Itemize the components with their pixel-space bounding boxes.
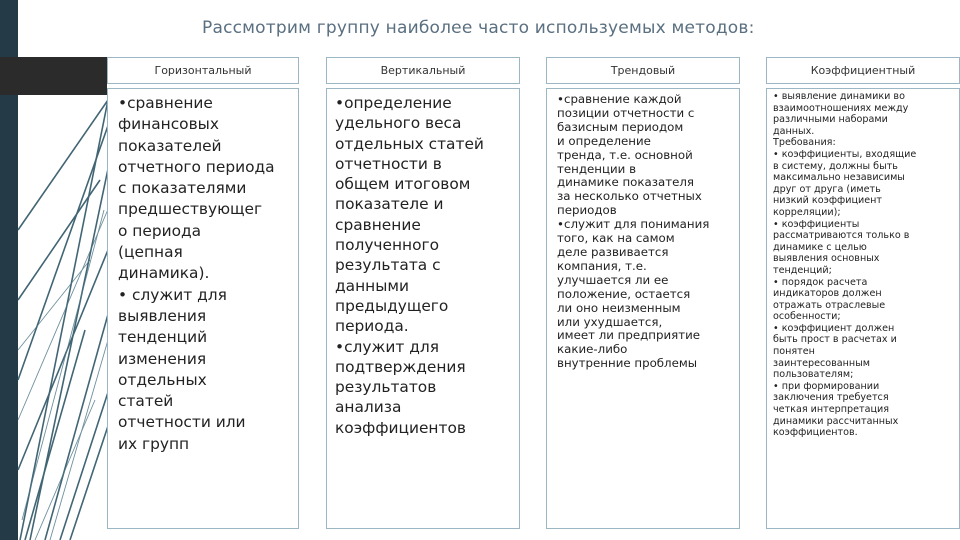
column-header-coefficient: Коэффициентный: [766, 57, 960, 84]
column-body-horizontal: [107, 88, 299, 529]
column-text: •определение удельного веса отдельных статей отчетности в общем итоговом показателе и сравнение полученного результата с данными предыдущего периода. •служит для подтверждения результатов анализа коэффициентов: [335, 94, 484, 437]
black-tab: [0, 57, 107, 95]
column-text: • выявление динамики во взаимоотношениях между различными наборами данных. Требования: • коэффициенты, входящие в систему, должны быть максимально независимы друг от друга (иметь низкий коэффициент корреляции); • коэффициенты рассматриваются только в динамике с целью выявления основных тенденций; • порядок расчета индикаторов должен отражать отраслевые особенности; • коэффициент должен быть прост в расчетах и понятен заинтересованным пользователям; • при формировании заключения требуется четкая интерпретация динамики рассчитанных коэффициентов.: [773, 91, 917, 439]
column-header-vertical: Вертикальный: [326, 57, 520, 84]
column-text: •сравнение каждой позиции отчетности с базисным периодом и определение тренда, т.е. основной тенденции в динамике показателя за несколько отчетных периодов •служит для понимания того, как на самом деле развивается компания, т.е. улучшается ли ее положение, остается ли оно неизменным или ухудшается, имеет ли предприятие какие-либо внутренние проблемы: [557, 92, 710, 371]
column-header-trend: Трендовый: [546, 57, 740, 84]
column-body-trend: [546, 88, 740, 529]
column-body-coefficient: [766, 88, 960, 529]
column-text: •сравнение финансовых показателей отчетного периода с показателями предшествующег о периода (цепная динамика). • служит для выявления тенденций изменения отдельных статей отчетности или их групп: [118, 94, 275, 453]
column-header-horizontal: Горизонтальный: [107, 57, 299, 84]
column-body-vertical: [326, 88, 520, 529]
page-title: Рассмотрим группу наиболее часто используемых методов:: [202, 18, 755, 38]
